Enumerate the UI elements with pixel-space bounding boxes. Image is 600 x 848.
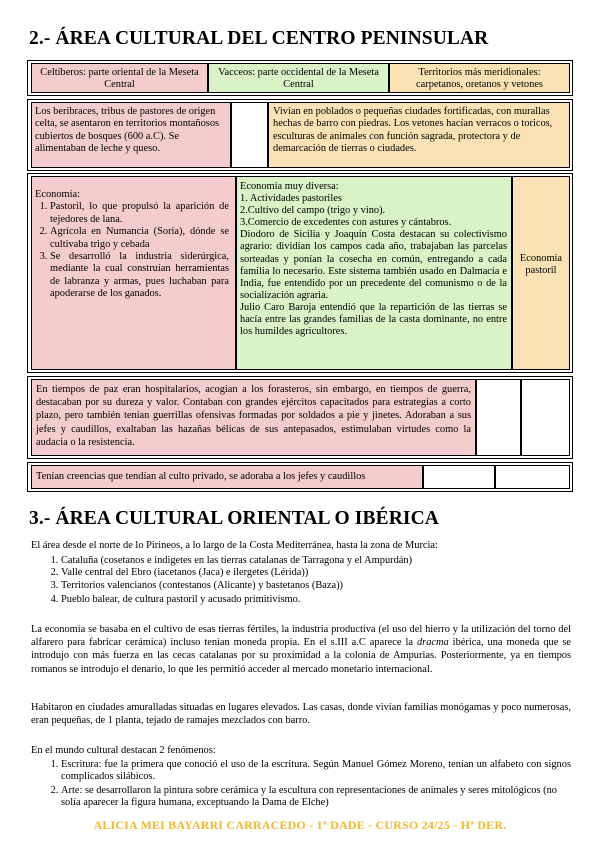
header-vacceos-text: Vacceos: parte occidental de la Meseta Central — [218, 67, 379, 91]
header-meridionales — [389, 63, 570, 93]
area-item: 2. Valle central del Ebro (iacetanos (Jaca) e ilergetes (Lérida)) — [61, 567, 571, 580]
footer: ALICIA MEI BAYARRI CARRACEDO - 1º DADE - CURSO 24/25 - Hª DER. — [93, 818, 507, 832]
header-vacceos — [208, 63, 389, 93]
header-meridionales-text: Territorios más meridionales: carpetanos, oretanos y vetones — [416, 67, 543, 91]
row4-empty-cell-2 — [521, 379, 570, 456]
poblados-cell — [268, 102, 570, 168]
fenomeno-item: 2. Arte: se desarrollaron la pintura sobre cerámica y la escultura con representaciones de animales y seres mitológicos (no solía aparecer la figura humana, exceptuando la Dama de Elche) — [61, 785, 571, 810]
economia1-cell — [31, 176, 236, 370]
economia2-text2: Julio Caro Baroja entendió que la repartición de las tierras se hacía entre las grandes familias de la casta dominante, no entre los humildes agricultores. — [240, 301, 507, 338]
guerra-cell — [31, 379, 476, 456]
section3-intro: El área desde el norte de lo Pirineos, a lo largo de la Costa Mediterránea, hasta la zona de Murcia: — [31, 540, 438, 551]
fenomeno-item: 1. Escritura: fue la primera que conoció el uso de la escritura. Según Manuel Gómez Moreno, tenían un alfabeto con signos complicados silábicos. — [61, 759, 571, 784]
areas-list — [31, 555, 571, 607]
guerra-text: En tiempos de paz eran hospitalarios, acogían a los forasteros, sin embargo, en tiempos de guerra, destacaban por su dureza y valor. Contaban con grandes ejércitos capacitados para estrategias a corto plazo, pero también tenían guerrillas ofensivas formadas por soldados a pie y jinetes. Adoraban a sus jefes y caudillos, exaltaban las hazañas bélicas de sus antepasados, estimulaban virtudes como la audacia o la resistencia. — [36, 384, 471, 448]
economia2-item: 2.Cultivo del campo (trigo y vino). — [240, 205, 386, 217]
beribraces-cell — [31, 102, 231, 168]
area-item: 3. Territorios valencianos (contestanos (Alicante) y bastetanos (Baza)) — [61, 580, 571, 593]
header-celtiberos-text: Celtíberos: parte oriental de la Meseta Central — [40, 67, 199, 91]
area-item: 1. Cataluña (cosetanos e indigetes en las tierras catalanas de Tarragona y el Ampurdán) — [61, 555, 571, 568]
row5-empty-cell-1 — [423, 465, 495, 489]
economia1-item: 1. Pastoril, lo que propulsó la aparición de tejedores de lana. — [50, 201, 229, 226]
economia2-item: 1. Actividades pastoriles — [240, 193, 342, 205]
economy-paragraph — [31, 623, 571, 676]
economia1-title: Economía: — [35, 189, 81, 200]
section3-intro-block — [31, 540, 571, 607]
header-celtiberos — [31, 63, 208, 93]
economia2-cell — [236, 176, 512, 370]
poblados-text: Vivían en poblados o pequeñas ciudades fortificadas, con murallas hechas de barro con piedras. Los vetones hacían verracos o toricos, esculturas de animales con función sagrada, protectora y de demarcación de tierras o ciudades. — [273, 106, 553, 155]
creencias-cell — [31, 465, 423, 489]
economia1-list — [35, 201, 229, 300]
area-item: 4. Pueblo balear, de cultura pastoril y acusado primitivismo. — [61, 594, 571, 607]
economy-text-b: ibérica, una moneda que se introdujo con más fuerza en las cecas catalanas por su proximidad a la colonia de Ampurias. Posteriormente, ya en tiempos romanos se introdujo el denario, lo que les permitió acceder al mercado monetario internacional. — [31, 637, 571, 675]
economia2-title: Economía muy diversa: — [240, 181, 339, 192]
economia3-text: Economía pastoril — [519, 253, 563, 277]
section3-title: 3.- ÁREA CULTURAL ORIENTAL O IBÉRICA — [29, 508, 439, 529]
habitat-paragraph — [31, 701, 571, 727]
beribraces-text: Los beribraces, tribus de pastores de origen celta, se asentaron en territorios montañosos cubiertos de bosques (600 a.C). Se alimentaban de leche y queso. — [35, 106, 220, 155]
row4-empty-cell-1 — [476, 379, 521, 456]
economia3-cell — [512, 176, 570, 370]
creencias-text: Tenían creencias que tendían al culto privado, se adoraba a los jefes y caudillos — [36, 471, 366, 482]
economia1-item: 2. Agrícola en Numancia (Soria), dónde se cultivaba trigo y cebada — [50, 226, 229, 251]
economia1-item: 3. Se desarrolló la industria siderúrgica, mediante la cual construían herramientas de labranza y armas, pues luchaban para apoderarse de los ganados. — [50, 251, 229, 301]
economia2-text1: Diodoro de Sicilia y Joaquín Costa destacan su colectivismo agrario: dividían los campos cada año, trabajaban las parcelas sorteadas y ponían la cosecha en común, entregando a cada familia lo necesario. Este sistema también usado en Dalmacia e India, fue entendido por un precedente del comunismo o de la socialización agraria. — [240, 229, 507, 301]
cultural-intro: En el mundo cultural destacan 2 fenómenos: — [31, 745, 216, 756]
fenomenos-list — [31, 759, 571, 810]
dracma-term: dracma — [416, 637, 449, 649]
cultural-block — [31, 745, 571, 810]
row2-empty-cell — [231, 102, 268, 168]
habitat-text: Habitaron en ciudades amuralladas situadas en lugares elevados. Las casas, donde vivían familias monógamas y poco numerosas, eran pequeñas, de 1 planta, tejado de ramajes mezclados con barro. — [31, 702, 571, 727]
row5-empty-cell-2 — [495, 465, 570, 489]
economy-text-a: La economía se basaba en el cultivo de esas tierras fértiles, la industria productiva (el uso del hierro y la utilización del torno del alfarero para fabricar cerámica) incluso tenían moneda propia. En el s.III a.C aparece la — [31, 624, 571, 649]
section2-title: 2.- ÁREA CULTURAL DEL CENTRO PENINSULAR — [29, 28, 489, 49]
economia2-item: 3.Comercio de excedentes con astures y cántabros. — [240, 217, 452, 229]
